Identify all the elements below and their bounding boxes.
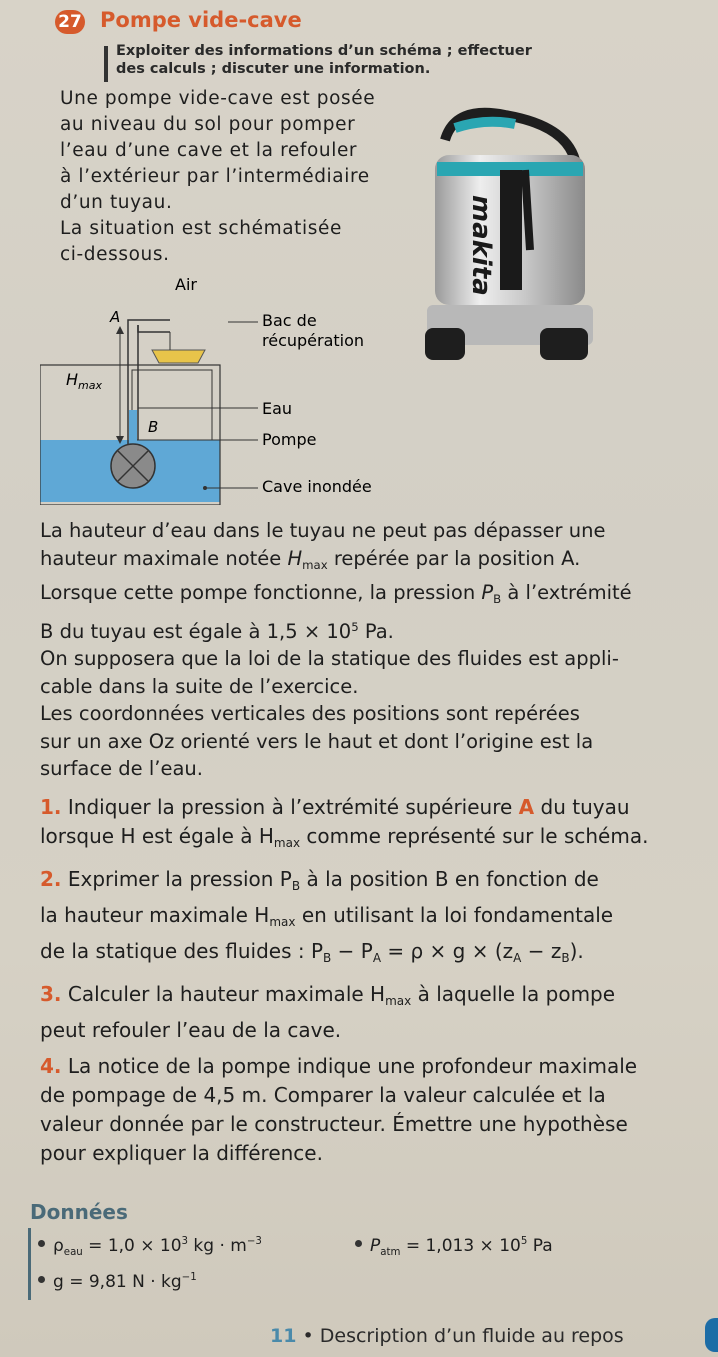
question-3: 3. Calculer la hauteur maximale $H_{max}$ à laquelle la pompe peut refouler l’eau de la cave. bbox=[40, 982, 616, 1042]
wall-outline bbox=[132, 370, 212, 440]
body-paragraphs: La hauteur d’eau dans le tuyau ne peut pas dépasser une hauteur maximale notée $H_{max}$ repérée par la position A. Lorsque cette pompe fonctionne, la pression $P_B$ à l’extrémité B du tuyau est égale à $1,5 \times 10^5$ Pa. On supposera que la loi de la statique des fluides est appli- cable dans la suite de l’exercice. Les coordonnées verticales des positions sont repérées sur un axe Oz orienté vers le haut et dont l’origine est la surface de l’eau. bbox=[40, 519, 632, 780]
collection-tray bbox=[152, 350, 205, 363]
objective-bar bbox=[104, 46, 108, 82]
question-2: 2. Exprimer la pression $P_B$ à la position B en fonction de la hauteur maximale $H_{max}$ en utilisant la loi fondamentale de la statique des fluides : $P_B - P_A = \rho \times g \times (z_A - z_B)$. bbox=[40, 867, 614, 965]
pump-photo bbox=[415, 100, 605, 375]
point-a-label: A bbox=[110, 308, 121, 326]
exercise-number-badge: 27 bbox=[55, 10, 85, 34]
donnees-bar bbox=[28, 1228, 31, 1300]
pump-foot-left bbox=[425, 328, 465, 360]
page-footer: 11 • Description d’un fluide au repos bbox=[270, 1325, 624, 1347]
pump-handle-grip bbox=[455, 122, 515, 128]
intro-paragraph: Une pompe vide-cave est posée au niveau du sol pour pomper l’eau d’une cave et la refouler à l’extérieur par l’intermédiaire d’un tuyau. La situation est schématisée ci-dessous. bbox=[60, 88, 376, 265]
pump-cable bbox=[525, 170, 530, 250]
diagram-air-label: Air bbox=[175, 275, 197, 294]
label-pompe: Pompe bbox=[262, 430, 317, 449]
question-4: 4. La notice de la pompe indique une profondeur maximale de pompage de 4,5 m. Comparer la valeur calculée et la valeur donnée par le constructeur. Émettre une hypothèse pour expliquer la différence. bbox=[40, 1054, 638, 1165]
pipe-top bbox=[128, 320, 170, 325]
label-bac-2: récupération bbox=[262, 331, 365, 350]
label-bac-1: Bac de bbox=[262, 311, 317, 330]
pipe-top-inner bbox=[138, 325, 170, 332]
leader-cave-dot bbox=[203, 486, 207, 490]
data-rho: $\rho_{eau} = 1,0 \times 10^3$ kg · $m^{-3}$ bbox=[38, 1236, 262, 1258]
hmax-arrow-up bbox=[116, 326, 124, 334]
point-b-label: B bbox=[148, 418, 159, 436]
pump-brand-logo: makita bbox=[466, 195, 496, 296]
data-patm: $P_{atm} = 1,013 \times 10^5$ Pa bbox=[355, 1236, 553, 1258]
chapter-tab bbox=[705, 1318, 718, 1352]
exercise-title: Pompe vide-cave bbox=[100, 8, 302, 32]
label-eau: Eau bbox=[262, 399, 293, 418]
hmax-label: $H_{max}$ bbox=[66, 370, 102, 392]
pump-foot-right bbox=[540, 328, 588, 360]
data-g: g = 9,81 $N \cdot kg^{-1}$ bbox=[38, 1272, 197, 1292]
questions bbox=[40, 793, 700, 1175]
donnees-title: Données bbox=[30, 1200, 128, 1224]
question-1: 1. Indiquer la pression à l’extrémité supérieure A du tuyau lorsque H est égale à $H_{max}$ comme représenté sur le schéma. bbox=[40, 795, 649, 850]
pump-diagram bbox=[40, 270, 400, 505]
label-cave: Cave inondée bbox=[262, 477, 372, 496]
pump-outlet bbox=[500, 170, 522, 290]
objective-text: Exploiter des informations d’un schéma ; effectuer des calculs ; discuter une information. bbox=[116, 43, 532, 77]
